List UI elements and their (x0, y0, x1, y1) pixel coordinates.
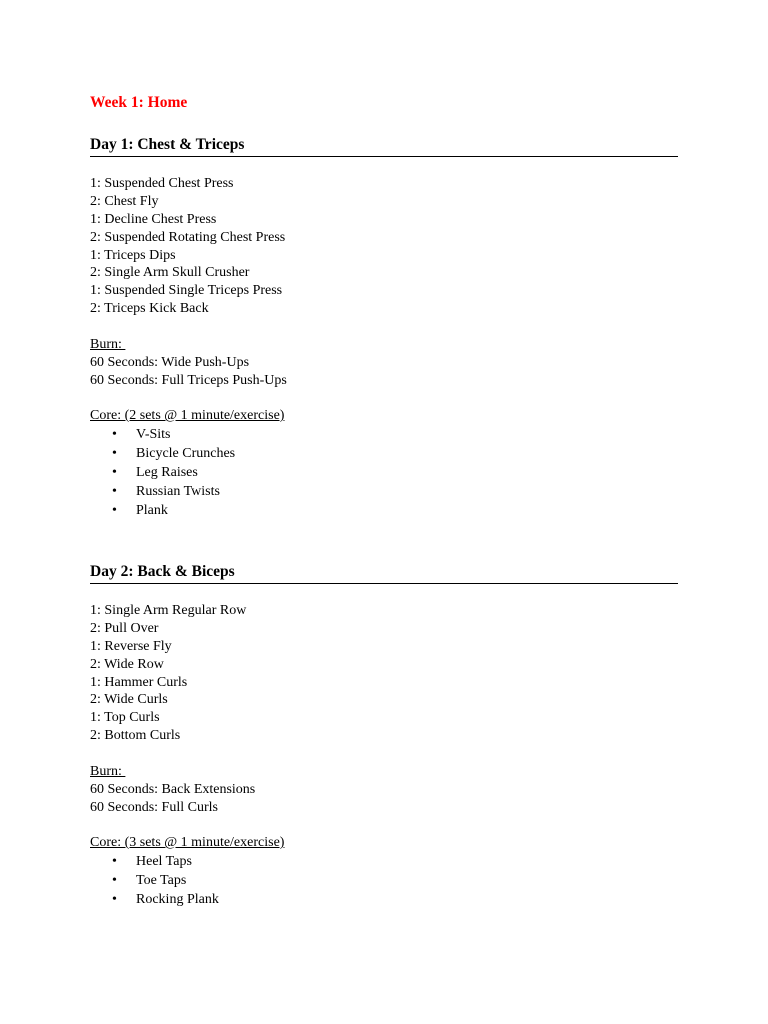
list-item: 2: Chest Fly (90, 193, 159, 209)
list-item: 2: Wide Row (90, 656, 164, 672)
day2-heading: Day 2: Back & Biceps (90, 563, 678, 584)
day2-core-label: Core: (3 sets @ 1 minute/exercise) (90, 835, 285, 850)
list-item: 2: Single Arm Skull Crusher (90, 265, 250, 281)
day2-core-list (90, 853, 219, 910)
list-item: 60 Seconds: Back Extensions (90, 781, 256, 797)
list-item: • V-Sits (90, 426, 235, 445)
list-item: • Leg Raises (90, 464, 235, 483)
list-item: • Toe Taps (90, 872, 219, 891)
day1-burn-section (90, 336, 287, 390)
day2-burn-section (90, 763, 255, 817)
day1-burn-label: Burn: (90, 337, 126, 352)
list-item: 1: Hammer Curls (90, 674, 188, 690)
day1-exercise-list (90, 175, 285, 318)
day2-exercise-list (90, 602, 246, 745)
day2-core-label-block (90, 834, 284, 852)
list-item: 2: Bottom Curls (90, 728, 181, 744)
list-item: 60 Seconds: Full Curls (90, 799, 218, 815)
list-item: • Heel Taps (90, 853, 219, 872)
list-item: • Russian Twists (90, 483, 235, 502)
list-item: • Plank (90, 502, 235, 521)
list-item: 1: Reverse Fly (90, 638, 172, 654)
list-item: 1: Triceps Dips (90, 247, 176, 263)
list-item: • Bicycle Crunches (90, 445, 235, 464)
list-item: 1: Top Curls (90, 710, 160, 726)
list-item: • Rocking Plank (90, 891, 219, 910)
list-item: 60 Seconds: Full Triceps Push-Ups (90, 372, 287, 388)
day2-burn-label: Burn: (90, 764, 126, 779)
list-item: 60 Seconds: Wide Push-Ups (90, 354, 250, 370)
week-title: Week 1: Home (90, 94, 188, 111)
day1-core-label: Core: (2 sets @ 1 minute/exercise) (90, 408, 285, 423)
list-item: 1: Single Arm Regular Row (90, 603, 247, 618)
list-item: 1: Suspended Chest Press (90, 176, 234, 191)
list-item: 2: Pull Over (90, 620, 159, 636)
day1-core-label-block (90, 407, 284, 425)
day1-core-list (90, 426, 235, 520)
list-item: 2: Wide Curls (90, 692, 168, 708)
list-item: 1: Suspended Single Triceps Press (90, 283, 283, 299)
list-item: 1: Decline Chest Press (90, 211, 217, 227)
list-item: 2: Triceps Kick Back (90, 301, 209, 317)
day1-heading: Day 1: Chest & Triceps (90, 136, 678, 157)
list-item: 2: Suspended Rotating Chest Press (90, 229, 286, 245)
